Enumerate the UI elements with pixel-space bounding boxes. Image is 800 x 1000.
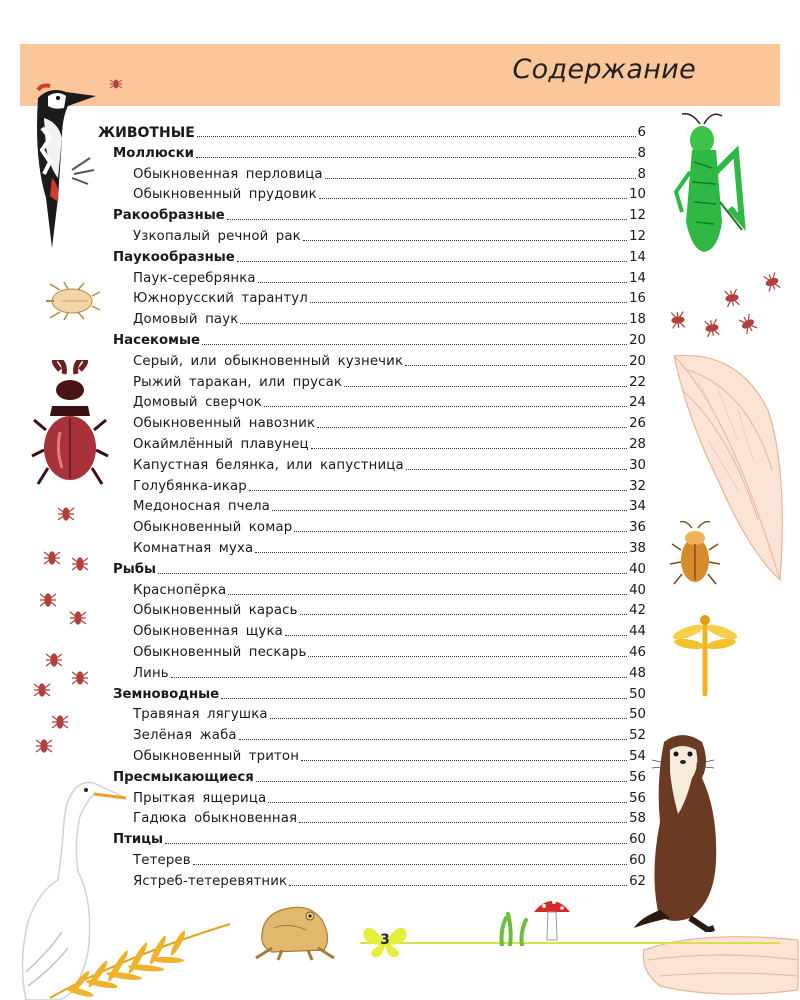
grasshopper-illustration xyxy=(672,112,752,257)
toc-leader-dots xyxy=(301,760,627,761)
toc-entry-page: 58 xyxy=(629,811,646,827)
toc-entry-title: Капустная белянка, или капустница xyxy=(133,457,404,473)
toc-entry[interactable] xyxy=(133,183,646,203)
toc-entry-page: 38 xyxy=(629,541,646,556)
frog-illustration xyxy=(252,894,340,962)
toc-leader-dots xyxy=(237,261,627,262)
dragonfly-illustration xyxy=(672,610,738,696)
toc-leader-dots xyxy=(344,386,627,387)
toc-entry[interactable] xyxy=(113,246,646,266)
toc-entry-page: 56 xyxy=(629,790,646,806)
toc-entry-title: Обыкновенный тритон xyxy=(133,749,300,764)
toc-entry[interactable] xyxy=(113,204,646,224)
dragonfly-wing-illustration xyxy=(640,930,800,1000)
toc-entry[interactable] xyxy=(133,599,646,619)
toc-entry-title: Комнатная муха xyxy=(133,541,254,556)
toc-entry-title: Серый, или обыкновенный кузнечик xyxy=(133,353,404,369)
toc-leader-dots xyxy=(317,427,627,428)
toc-entry-page: 10 xyxy=(629,187,646,203)
toc-entry[interactable] xyxy=(133,433,646,453)
toc-entry-title: Пресмыкающиеся xyxy=(113,769,254,785)
toc-entry-title: Голубянка-икар xyxy=(133,478,247,494)
toc-leader-dots xyxy=(264,406,627,407)
toc-entry[interactable] xyxy=(133,495,646,515)
toc-leader-dots xyxy=(202,344,627,345)
toc-entry-title: Ракообразные xyxy=(113,208,225,224)
toc-entry-page: 42 xyxy=(629,603,646,619)
toc-entry-title: Ястреб-тетеревятник xyxy=(133,873,288,889)
toc-leader-dots xyxy=(319,198,627,199)
toc-leader-dots xyxy=(227,219,627,220)
toc-entry-page: 40 xyxy=(629,561,646,577)
toc-leader-dots xyxy=(197,136,636,137)
toc-entry[interactable] xyxy=(133,287,646,307)
toc-leader-dots xyxy=(405,365,627,366)
toc-entry[interactable] xyxy=(133,787,646,807)
toc-entry-page: 14 xyxy=(629,270,646,286)
toc-entry[interactable] xyxy=(133,225,646,245)
toc-entry-title: Тетерев xyxy=(133,853,191,868)
toc-entry-title: Обыкновенный комар xyxy=(133,520,293,536)
toc-leader-dots xyxy=(308,656,627,657)
toc-entry[interactable] xyxy=(133,371,646,391)
ant-icons xyxy=(30,500,90,760)
toc-leader-dots xyxy=(196,157,636,158)
toc-entry[interactable] xyxy=(113,683,646,703)
toc-entry-page: 60 xyxy=(629,832,646,848)
toc-leader-dots xyxy=(310,302,627,303)
toc-leader-dots xyxy=(272,510,627,511)
toc-leader-dots xyxy=(268,802,627,803)
toc-entry-page: 50 xyxy=(629,686,646,702)
toc-entry-page: 28 xyxy=(629,437,646,452)
toc-entry-page: 18 xyxy=(629,312,646,328)
toc-entry-page: 46 xyxy=(629,645,646,660)
toc-leader-dots xyxy=(239,739,627,740)
toc-entry-title: Обыкновенная щука xyxy=(133,624,283,640)
toc-entry[interactable] xyxy=(133,350,646,370)
toc-entry-title: Узкопалый речной рак xyxy=(133,229,301,244)
toc-entry-title: Гадюка обыкновенная xyxy=(133,811,298,827)
toc-entry-title: Краснопёрка xyxy=(133,582,227,598)
toc-leader-dots xyxy=(285,635,627,636)
toc-entry-title: Земноводные xyxy=(113,686,220,702)
toc-entry-title: Окаймлённый плавунец xyxy=(133,437,309,452)
toc-entry-title: Медоносная пчела xyxy=(133,499,270,515)
toc-entry-page: 20 xyxy=(629,333,646,348)
toc-entry-page: 22 xyxy=(629,374,646,390)
toc-leader-dots xyxy=(311,448,627,449)
toc-entry-title: Обыкновенный прудовик xyxy=(133,187,317,203)
toc-entry-page: 16 xyxy=(629,291,646,307)
toc-entry[interactable] xyxy=(133,579,646,599)
toc-entry[interactable] xyxy=(133,516,646,536)
toc-leader-dots xyxy=(171,677,627,678)
toc-entry-page: 34 xyxy=(629,499,646,515)
toc-entry-page: 52 xyxy=(629,728,646,744)
toc-leader-dots xyxy=(193,864,627,865)
mushroom-illustration xyxy=(532,896,572,944)
toc-entry-page: 54 xyxy=(629,749,646,764)
toc-entry[interactable] xyxy=(113,558,646,578)
toc-entry[interactable] xyxy=(113,329,646,349)
stag-beetle-illustration xyxy=(30,360,110,490)
toc-entry[interactable] xyxy=(133,703,646,723)
toc-entry-page: 50 xyxy=(629,707,646,723)
woodpecker-illustration xyxy=(28,78,108,253)
ferret-illustration xyxy=(630,722,740,932)
toc-entry[interactable] xyxy=(133,620,646,640)
toc-entry-page: 36 xyxy=(629,520,646,536)
toc-entry[interactable] xyxy=(133,308,646,328)
toc-entry-page: 32 xyxy=(629,478,646,494)
toc-entry-page: 62 xyxy=(629,873,646,889)
toc-entry[interactable] xyxy=(133,163,646,183)
toc-entry[interactable] xyxy=(133,391,646,411)
toc-entry[interactable] xyxy=(133,475,646,495)
toc-entry-page: 12 xyxy=(629,229,646,244)
toc-entry[interactable] xyxy=(133,412,646,432)
toc-entry[interactable] xyxy=(133,267,646,287)
toc-entry-title: Южнорусский тарантул xyxy=(133,291,308,307)
toc-leader-dots xyxy=(300,614,628,615)
toc-leader-dots xyxy=(289,885,627,886)
toc-entry-title: Птицы xyxy=(113,832,164,848)
toc-entry-title: Домовый сверчок xyxy=(133,395,262,411)
toc-leader-dots xyxy=(258,282,627,283)
toc-entry-title: ЖИВОТНЫЕ xyxy=(98,125,195,141)
toc-entry-title: Рыбы xyxy=(113,561,157,577)
toc-leader-dots xyxy=(325,178,636,179)
toc-entry[interactable] xyxy=(133,641,646,661)
toc-entry-page: 8 xyxy=(637,166,646,182)
louse-illustration xyxy=(34,282,104,320)
toc-leader-dots xyxy=(299,822,627,823)
grass-illustration xyxy=(496,912,536,946)
toc-leader-dots xyxy=(158,573,627,574)
toc-entry[interactable] xyxy=(98,121,646,141)
toc-entry-page: 12 xyxy=(629,208,646,224)
toc-leader-dots xyxy=(249,490,627,491)
toc-entry[interactable] xyxy=(113,142,646,162)
ant-icons xyxy=(660,270,790,350)
page-number: 3 xyxy=(380,932,390,948)
toc-entry-title: Прыткая ящерица xyxy=(133,790,267,806)
toc-entry[interactable] xyxy=(113,828,646,848)
toc-leader-dots xyxy=(240,323,627,324)
cockroach-illustration xyxy=(670,520,720,590)
toc-entry-page: 8 xyxy=(637,145,646,161)
toc-entry-page: 6 xyxy=(637,125,646,140)
toc-entry-title: Насекомые xyxy=(113,333,201,348)
toc-entry-title: Травяная лягушка xyxy=(133,707,268,723)
toc-entry-page: 20 xyxy=(629,353,646,369)
toc-leader-dots xyxy=(303,240,627,241)
toc-leader-dots xyxy=(270,718,627,719)
toc-entry-page: 14 xyxy=(629,249,646,265)
toc-entry-title: Зелёная жаба xyxy=(133,728,237,744)
toc-entry-title: Линь xyxy=(133,665,169,681)
toc-entry[interactable] xyxy=(133,745,646,765)
toc-entry-title: Обыкновенный пескарь xyxy=(133,645,307,660)
toc-leader-dots xyxy=(406,469,627,470)
toc-entry[interactable] xyxy=(133,807,646,827)
toc-entry[interactable] xyxy=(133,537,646,557)
toc-entry-title: Обыкновенная перловица xyxy=(133,166,323,182)
toc-entry-title: Домовый паук xyxy=(133,312,239,328)
toc-leader-dots xyxy=(165,843,627,844)
toc-entry-title: Моллюски xyxy=(113,145,194,161)
toc-entry[interactable] xyxy=(133,849,646,869)
toc-entry[interactable] xyxy=(133,870,646,890)
ant-icons xyxy=(108,76,124,92)
toc-leader-dots xyxy=(256,781,627,782)
toc-entry-title: Обыкновенный навозник xyxy=(133,416,316,432)
toc-entry-title: Рыжий таракан, или прусак xyxy=(133,374,343,390)
toc-leader-dots xyxy=(228,594,627,595)
toc-entry-title: Паук-серебрянка xyxy=(133,270,256,286)
toc-entry-title: Обыкновенный карась xyxy=(133,603,298,619)
toc-entry-title: Паукообразные xyxy=(113,249,235,265)
toc-entry-page: 40 xyxy=(629,582,646,598)
page-title: Содержание xyxy=(512,54,696,85)
toc-entry[interactable] xyxy=(133,724,646,744)
toc-entry-page: 26 xyxy=(629,416,646,432)
toc-entry[interactable] xyxy=(133,662,646,682)
page-number-badge xyxy=(360,925,410,959)
toc-entry-page: 56 xyxy=(629,769,646,785)
toc-leader-dots xyxy=(255,552,627,553)
toc-entry[interactable] xyxy=(113,766,646,786)
toc-entry-page: 24 xyxy=(629,395,646,411)
toc-leader-dots xyxy=(221,698,627,699)
toc-entry-page: 60 xyxy=(629,853,646,868)
toc-entry-page: 44 xyxy=(629,624,646,640)
fern-illustration xyxy=(40,918,240,1000)
toc-leader-dots xyxy=(294,531,627,532)
toc-entry[interactable] xyxy=(133,454,646,474)
toc-entry-page: 48 xyxy=(629,665,646,681)
toc-entry-page: 30 xyxy=(629,457,646,473)
